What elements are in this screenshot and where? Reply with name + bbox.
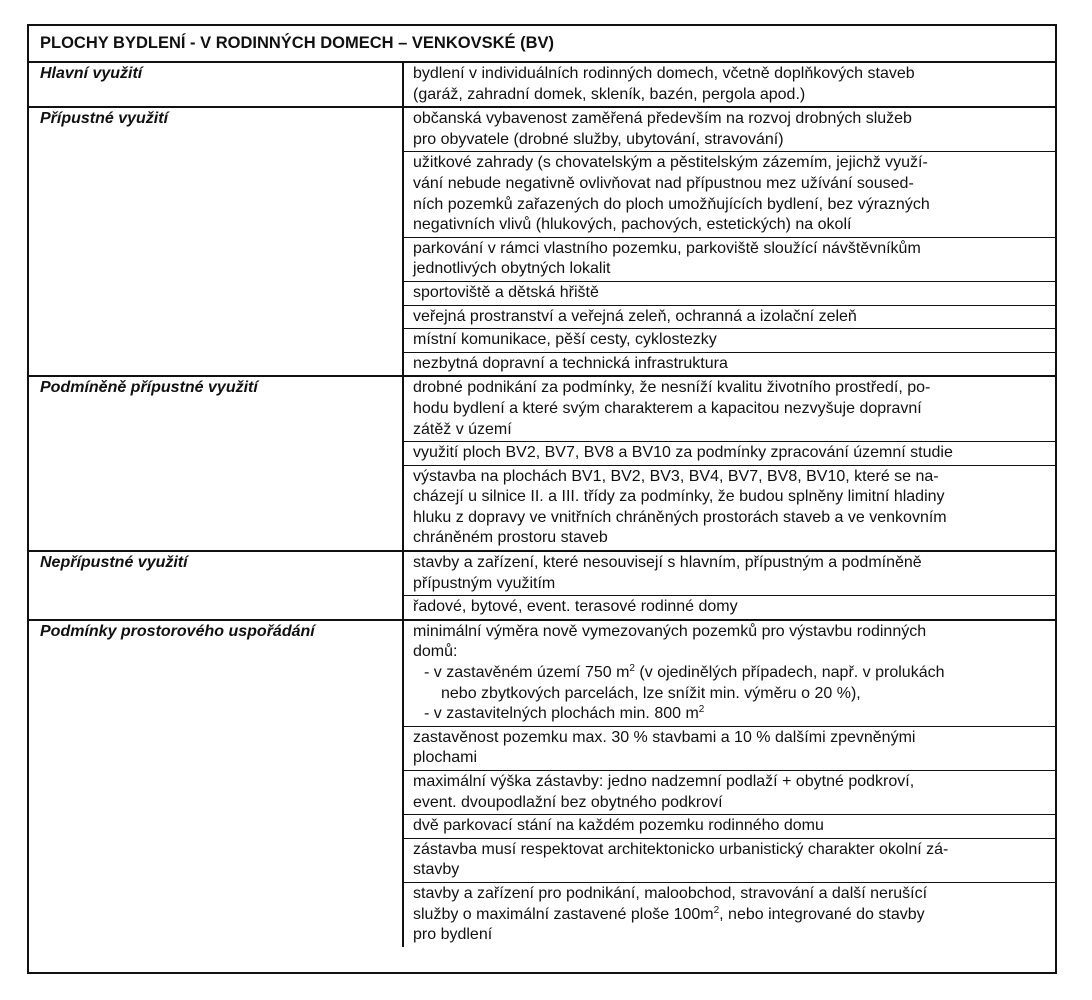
- condition-line: bydlení v individuálních rodinných domech, včetně doplňkových staveb: [413, 65, 915, 82]
- condition-line: nezbytná dopravní a technická infrastruktura: [413, 354, 728, 372]
- condition-line: výstavba na plochách BV1, BV2, BV3, BV4, BV7, BV8, BV10, které se na-: [413, 467, 939, 485]
- condition-item: [404, 377, 1055, 441]
- condition-line: zástavba musí respektovat architektonicko urbanistický charakter okolní zá-: [413, 840, 949, 858]
- condition-item: [404, 465, 1055, 550]
- condition-line: chráněném prostoru staveb: [413, 529, 608, 547]
- condition-line: stavby: [413, 861, 460, 879]
- condition-line: (garáž, zahradní domek, skleník, bazén, pergola apod.): [413, 85, 806, 103]
- condition-item: [404, 814, 1055, 838]
- condition-line: plochami: [413, 749, 478, 767]
- section-label: Podmíněně přípustné využití: [29, 376, 403, 551]
- line-text-after: , nebo integrované do stavby: [719, 905, 925, 923]
- condition-line: hluku z dopravy ve vnitřních chráněných prostorách staveb a ve venkovním: [413, 508, 947, 526]
- condition-line: domů:: [413, 643, 458, 661]
- condition-item: [404, 108, 1055, 151]
- section-row: [29, 107, 1055, 376]
- bullet-text-after: (v ojedinělých případech, např. v prolukách: [634, 664, 945, 682]
- condition-line: maximální výška zástavby: jedno nadzemní podlaží + obytné podkroví,: [413, 773, 915, 790]
- condition-line: minimální výměra nově vymezovaných pozemků pro výstavbu rodinných: [413, 622, 927, 640]
- section-row: [29, 63, 1055, 107]
- condition-line: pro obyvatele (drobné služby, ubytování, stravování): [413, 130, 784, 148]
- condition-line: sportoviště a dětská hřiště: [413, 283, 599, 301]
- section-label: Podmínky prostorového uspořádání: [29, 620, 403, 947]
- section-label: Hlavní využití: [29, 63, 403, 107]
- condition-line: zátěž v území: [413, 420, 512, 438]
- condition-item: [404, 237, 1055, 281]
- condition-item: [404, 595, 1055, 619]
- condition-item: [404, 352, 1055, 376]
- condition-item: [404, 621, 1055, 726]
- table-title: PLOCHY BYDLENÍ - V RODINNÝCH DOMECH – VENKOVSKÉ (BV): [29, 26, 1055, 63]
- bullet-line: [413, 663, 1051, 684]
- condition-line: drobné podnikání za podmínky, že nesníží kvalitu životního prostředí, po-: [413, 379, 931, 397]
- condition-line: místní komunikace, pěší cesty, cyklostezky: [413, 331, 717, 349]
- condition-line: ních pozemků zařazených do ploch umožňujících bydlení, bez výrazných: [413, 195, 930, 213]
- bullet-text: - v zastavěném území 750 m: [424, 664, 630, 682]
- condition-line: hodu bydlení a které svým charakterem a kapacitou nezvyšuje dopravní: [413, 399, 922, 417]
- condition-line: [413, 884, 1051, 905]
- section-row: [29, 620, 1055, 947]
- section-content: [403, 107, 1055, 376]
- section-content: [403, 63, 1055, 107]
- condition-line: občanská vybavenost zaměřená především na rozvoj drobných služeb: [413, 110, 912, 128]
- bullet-continuation: nebo zbytkových parcelách, lze snížit min. výměru o 20 %),: [441, 684, 861, 702]
- section-row: [29, 376, 1055, 551]
- condition-line: [413, 925, 1051, 946]
- section-row: [29, 551, 1055, 620]
- condition-line: přípustným využitím: [413, 574, 556, 592]
- line-text: stavby a zařízení pro podnikání, maloobchod, stravování a další nerušící: [413, 884, 928, 902]
- condition-line: negativních vlivů (hlukových, pachových, estetických) na okolí: [413, 216, 852, 234]
- condition-line: užitkové zahrady (s chovatelským a pěstitelským zázemím, jejichž využí-: [413, 154, 928, 172]
- condition-line: event. dvoupodlažní bez obytného podkroví: [413, 793, 723, 811]
- condition-item: [404, 552, 1055, 595]
- regulation-table: [27, 24, 1057, 974]
- condition-line: jednotlivých obytných lokalit: [413, 260, 611, 278]
- bullet-line: [413, 704, 1051, 725]
- section-label: Nepřípustné využití: [29, 551, 403, 620]
- condition-item: [404, 441, 1055, 465]
- line-text: služby o maximální zastavené ploše 100m: [413, 905, 714, 923]
- condition-line: vání nebude negativně ovlivňovat nad přípustnou mez užívání soused-: [413, 174, 914, 192]
- section-label: Přípustné využití: [29, 107, 403, 376]
- condition-line: dvě parkovací stání na každém pozemku rodinného domu: [413, 817, 824, 835]
- condition-line: řadové, bytové, event. terasové rodinné domy: [413, 598, 738, 616]
- line-text: pro bydlení: [413, 926, 493, 944]
- condition-item: [404, 305, 1055, 329]
- regulation-rows: [29, 63, 1055, 947]
- superscript: 2: [698, 704, 705, 716]
- bullet-text: - v zastavitelných plochách min. 800 m: [424, 705, 699, 723]
- condition-line: zastavěnost pozemku max. 30 % stavbami a 10 % dalšími zpevněnými: [413, 728, 916, 746]
- condition-line: veřejná prostranství a veřejná zeleň, ochranná a izolační zeleň: [413, 307, 857, 325]
- condition-line: cházejí u silnice II. a III. třídy za podmínky, že budou splněny limitní hladiny: [413, 488, 945, 506]
- section-content: [403, 620, 1055, 947]
- condition-item: [404, 726, 1055, 770]
- condition-item: [404, 770, 1055, 814]
- section-content: [403, 551, 1055, 620]
- condition-line: využití ploch BV2, BV7, BV8 a BV10 za podmínky zpracování územní studie: [413, 444, 953, 462]
- condition-item: [404, 63, 1055, 106]
- condition-item: [404, 838, 1055, 882]
- condition-line: stavby a zařízení, které nesouvisejí s hlavním, přípustným a podmíněně: [413, 554, 922, 572]
- condition-line: parkování v rámci vlastního pozemku, parkoviště sloužící návštěvníkům: [413, 239, 921, 257]
- superscript: 2: [713, 904, 720, 916]
- condition-line: [413, 905, 1051, 926]
- condition-item: [404, 151, 1055, 236]
- condition-item: [404, 882, 1055, 947]
- condition-item: [404, 281, 1055, 305]
- section-content: [403, 376, 1055, 551]
- condition-item: [404, 328, 1055, 352]
- superscript: 2: [629, 663, 635, 675]
